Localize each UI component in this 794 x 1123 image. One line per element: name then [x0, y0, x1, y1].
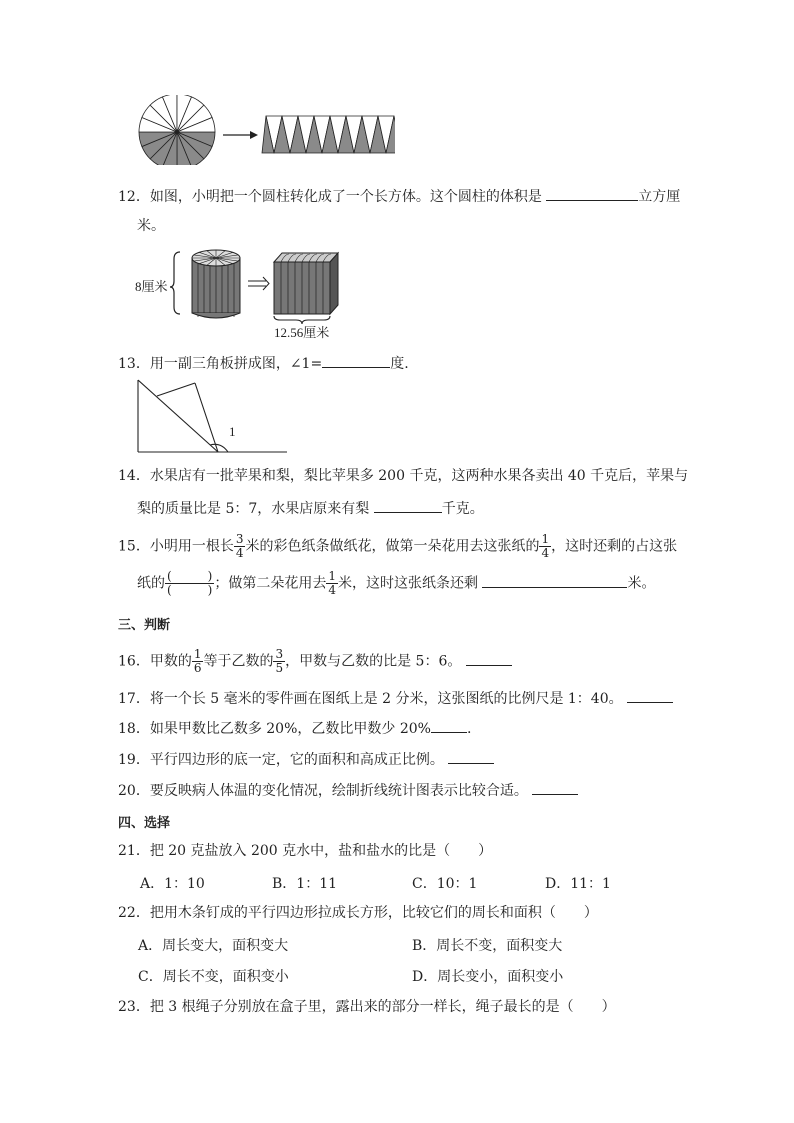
fraction: $\frac{3}{4}$	[235, 532, 244, 560]
question-text: 水果店有一批苹果和梨，梨比苹果多 200 千克，这两种水果各卖出 40 千克后，苹果与	[149, 468, 689, 484]
question-number: 23．	[118, 999, 150, 1015]
question-text: 小明用一根长	[149, 538, 234, 555]
question-13	[118, 353, 409, 373]
question-number: 16．	[118, 653, 150, 670]
question-22	[118, 904, 598, 922]
question-18	[118, 718, 471, 738]
question-text: 纸的	[137, 575, 165, 592]
question-20	[118, 780, 578, 800]
question-12-cont	[137, 217, 165, 235]
question-text: 平行四边形的底一定，它的面积和高成正比例。	[149, 752, 449, 768]
answer-blank[interactable]	[374, 498, 442, 513]
question-number: 14．	[118, 468, 150, 484]
fraction: $\frac{3}{5}$	[275, 647, 284, 675]
fraction: $\frac{1}{4}$	[328, 569, 337, 597]
answer-blank[interactable]	[546, 186, 638, 201]
question-text: 米。	[627, 575, 656, 592]
answer-blank[interactable]	[532, 780, 578, 795]
sector-circle	[139, 95, 215, 165]
question-text: 米。	[137, 218, 165, 234]
option-b[interactable]: B．1：11	[272, 876, 338, 892]
question-text: 度.	[390, 356, 409, 372]
section-heading: 四、选择	[118, 816, 171, 831]
question-text: 要反映病人体温的变化情况，绘制折线统计图表示比较合适。	[149, 783, 533, 799]
fraction: $\frac{1}{4}$	[541, 532, 550, 560]
cylinder-top-sectors	[192, 250, 240, 266]
question-12	[118, 186, 680, 206]
question-14-cont	[137, 498, 484, 518]
question-text: 立方厘	[638, 189, 681, 205]
answer-blank[interactable]	[322, 353, 390, 368]
question-text: 千克。	[441, 501, 484, 517]
question-text: 甲数的	[149, 653, 192, 670]
question-text: ，甲数与乙数的比是 5：6。	[285, 653, 466, 670]
option-a[interactable]: A．周长变大，面积变大	[138, 938, 289, 954]
question-15-cont	[137, 570, 655, 597]
answer-blank[interactable]	[482, 573, 627, 588]
question-text: 把 3 根绳子分别放在盒子里，露出来的部分一样长，绳子最长的是（ ）	[149, 999, 616, 1015]
question-19	[118, 749, 494, 769]
question-text: 把用木条钉成的平行四边形拉成长方形，比较它们的周长和面积（ ）	[149, 905, 598, 921]
answer-blank[interactable]	[466, 651, 512, 666]
question-text: 等于乙数的	[203, 653, 274, 670]
option-c[interactable]: C．周长不变，面积变小	[138, 969, 289, 985]
question-16	[118, 648, 512, 675]
double-arrow-icon	[248, 277, 269, 290]
question-text: 米，这时这张纸条还剩	[338, 575, 483, 592]
answer-blank[interactable]	[448, 749, 494, 764]
question-number: 21．	[118, 843, 150, 859]
fraction: $\frac{1}{6}$	[193, 647, 202, 675]
option-d[interactable]: D．11：1	[545, 876, 611, 892]
question-text: 把 20 克盐放入 200 克水中，盐和盐水的比是（ ）	[149, 843, 493, 859]
question-23	[118, 998, 616, 1016]
option-d[interactable]: D．周长变小，面积变小	[412, 969, 564, 985]
answer-blank[interactable]	[431, 718, 467, 733]
question-number: 18．	[118, 721, 150, 737]
question-text: 梨的质量比是 5：7，水果店原来有梨	[137, 501, 374, 517]
question-number: 12．	[118, 189, 150, 205]
length-label: 12.56厘米	[274, 325, 330, 340]
option-b[interactable]: B．周长不变，面积变大	[412, 938, 563, 954]
height-label: 8厘米	[135, 279, 168, 294]
cylinder-to-cuboid-figure	[170, 245, 360, 340]
rearranged-strip	[262, 116, 395, 153]
fraction-answer-blank[interactable]: $\frac{( )}{( )}$	[167, 569, 213, 597]
question-text: ；做第二朵花用去	[214, 575, 327, 592]
cuboid	[274, 253, 338, 314]
question-text: 米的彩色纸条做纸花，做第一朵花用去这张纸的	[245, 538, 540, 555]
question-21	[118, 842, 492, 860]
question-number: 20．	[118, 783, 150, 799]
question-14	[118, 467, 688, 485]
question-text: 如图，小明把一个圆柱转化成了一个长方体。这个圆柱的体积是	[149, 189, 547, 205]
question-15	[118, 533, 677, 560]
angle-label: 1	[229, 424, 236, 439]
triangle-rulers-figure	[135, 378, 295, 458]
circle-rearrange-figure	[135, 95, 395, 165]
arrow-icon	[223, 131, 258, 139]
question-text: 用一副三角板拼成图，∠1=	[149, 356, 323, 372]
option-a[interactable]: A．1：10	[140, 876, 205, 892]
question-number: 22．	[118, 905, 150, 921]
question-number: 19．	[118, 752, 150, 768]
question-number: 13．	[118, 356, 150, 372]
section-heading: 三、判断	[118, 618, 171, 633]
option-c[interactable]: C．10：1	[412, 876, 478, 892]
question-number: 17．	[118, 691, 150, 707]
question-text: 如果甲数比乙数多 20%，乙数比甲数少 20%	[149, 721, 431, 737]
answer-blank[interactable]	[627, 688, 673, 703]
question-text: 将一个长 5 毫米的零件画在图纸上是 2 分米，这张图纸的比例尺是 1：40。	[149, 691, 628, 707]
question-number: 15．	[118, 538, 150, 555]
question-text: .	[466, 721, 472, 737]
question-text: ，这时还剩的占这张	[551, 538, 678, 555]
question-17	[118, 688, 673, 708]
